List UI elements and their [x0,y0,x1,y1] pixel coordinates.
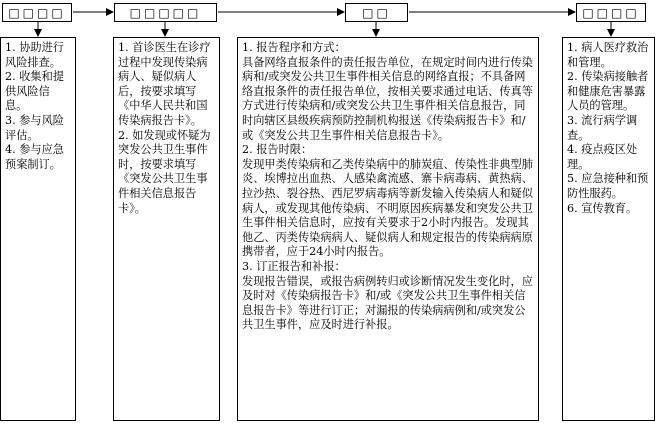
col1-item-1: 1. 协助进行风险排查。 [5,41,64,69]
col2-item-2: 2. 如发现或怀疑为突发公共卫生事件时，按要求填写《突发公共卫生事件相关信息报告卡》。 [118,128,211,215]
col1-item-3: 3. 参与风险评估。 [5,113,64,142]
col4-item-4: 4. 疫点疫区处理。 [567,143,638,171]
col2-item-1: 1. 首诊医生在诊疗过程中发现传染病病人、疑似病人后，按要求填写《中华人民共和国传染病报告卡》。 [118,41,211,127]
col4-item-1: 1. 病人医疗救治和管理。 [567,41,649,69]
col3-item-3: 3. 订正报告和补报： 发现报告错误，或报告病例转归或诊断情况发生变化时，应及时对《传染病报告卡》和/或《突发公共卫生事件相关信息报告卡》等进行订正；对漏报的传染病病例和/或突发公共卫生事件，应及时进行补报。 [242,259,533,332]
col4-item-6: 6. 宣传教育。 [567,201,638,215]
col1-item-4: 4. 参与应急预案制订。 [5,143,64,171]
header-box-3: □□ [345,3,408,22]
column-box-1 [0,37,76,421]
column-box-4 [562,37,655,421]
header-box-1: □□□□ [2,3,72,22]
column-box-2 [113,37,220,421]
col4-item-3: 3. 流行病学调查。 [567,113,638,142]
column-box-3 [237,37,539,421]
header-box-2: □□□□□ [114,3,217,22]
col3-item-1: 1. 报告程序和方式： 具备网络直报条件的责任报告单位，在规定时间内进行传染病和/或突发公共卫生事件相关信息的网络直报；不具备网络直报条件的责任报告单位，按相关要求通过电话、传真等方式进行传染病和/或突发公共卫生事件相关信息报告，同时向辖区县级疾病预防控制机构报送《传染病报告卡》和/或《突发公共卫生事件相关信息报告卡》。 [242,41,533,142]
col3-item-2: 2. 报告时限： 发现甲类传染病和乙类传染病中的肺炭疽、传染性非典型肺炎、埃博拉出血热、人感染禽流感、寨卡病毒病、黄热病、拉沙热、裂谷热、西尼罗病毒病等新发输入传染病人和疑似病人，或发现其他传染病、不明原因疾病暴发和突发公共卫生事件相关信息时，应按有关要求于2小时内报告。发现其他乙、丙类传染病病人、疑似病人和规定报告的传染病病原携带者，应于24小时内报告。 [242,143,533,259]
col1-item-2: 2. 收集和提供风险信息。 [5,70,64,113]
header-box-4: □□□□ [576,3,646,22]
col4-item-2: 2. 传染病接触者和健康危害暴露人员的管理。 [567,70,649,113]
col4-item-5: 5. 应急接种和预防性服药。 [567,172,649,200]
